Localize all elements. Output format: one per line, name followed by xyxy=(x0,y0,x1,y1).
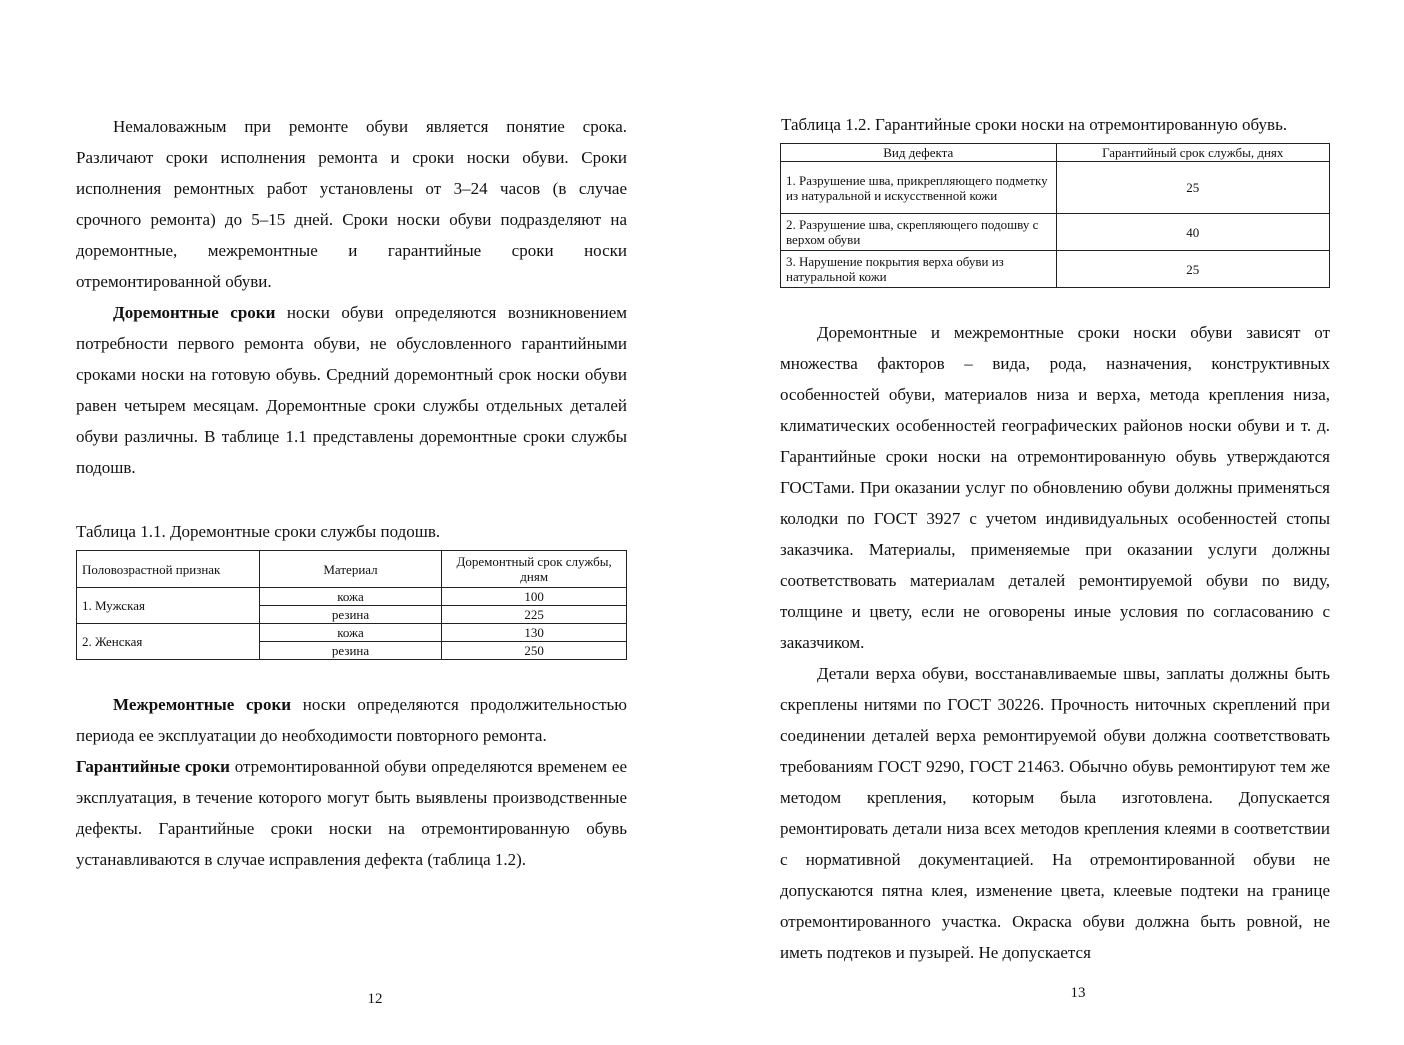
table-2-defect-cell: 2. Разрушение шва, скрепляющего подошву с верхом обуви xyxy=(781,214,1057,251)
table-2-days-cell: 25 xyxy=(1056,162,1329,214)
left-paragraph-4: Гарантийные сроки отремонтированной обуви определяются временем ее эксплуатация, в течение которого могут быть выявлены производственные дефекты. Гарантийные сроки носки на отремонтированную обувь устанавливаются в случае исправления дефекта (таблица 1.2). xyxy=(76,757,627,869)
right-page xyxy=(702,0,1404,1045)
table-2-defect-cell: 1. Разрушение шва, прикрепляющего подметку из натуральной и искусственной кожи xyxy=(781,162,1057,214)
table-2-caption: Таблица 1.2. Гарантийные сроки носки на отремонтированную обувь. xyxy=(781,115,1288,134)
left-paragraph-1: Немаловажным при ремонте обуви является понятие срока. Различают сроки исполнения ремонта и сроки носки обуви. Сроки исполнения ремонтных работ установлены от 3–24 часов (в случае срочного ремонта) до 5–15 дней. Сроки носки обуви подразделяют на доремонтные, межремонтные и гарантийные сроки носки отремонтированной обуви. xyxy=(76,117,627,291)
table-1-group-label: 2. Женская xyxy=(77,624,260,660)
term-warranty: Гарантийные сроки xyxy=(76,757,230,776)
right-paragraph-2: Детали верха обуви, восстанавливаемые швы, заплаты должны быть скреплены нитями по ГОСТ 30226. Прочность ниточных скреплений при соединении деталей верха ремонтируемой обуви должна соответствовать требованиям ГОСТ 9290, ГОСТ 21463. Обычно обувь ремонтируют тем же методом крепления, которым была изготовлена. Допускается ремонтировать детали низа всех методов крепления клеями в соответствии с нормативной документацией. На отремонтированной обуви не допускаются пятна клея, изменение цвета, клеевые подтеки на границе отремонтированного участка. Окраска обуви должна быть ровной, не иметь подтеков и пузырей. Не допускается xyxy=(780,664,1330,962)
left-paragraph-3: Межремонтные сроки носки определяются продолжительностью периода ее эксплуатации до необходимости повторного ремонта. xyxy=(76,695,627,745)
table-2 xyxy=(780,143,1330,288)
table-row xyxy=(781,162,1330,214)
table-2-defect-cell: 3. Нарушение покрытия верха обуви из натуральной кожи xyxy=(781,251,1057,288)
table-row xyxy=(77,624,627,642)
page-number-right: 13 xyxy=(1070,985,1086,1001)
table-2-header-cell: Вид дефекта xyxy=(781,144,1057,162)
table-1-days-cell: 250 xyxy=(442,642,627,660)
term-between-repair: Межремонтные сроки xyxy=(113,695,292,714)
table-row xyxy=(781,251,1330,288)
page-number-left: 12 xyxy=(367,991,383,1007)
table-1-header-cell: Доремонтный срок службы, дням xyxy=(442,551,627,588)
right-paragraph-1: Доремонтные и межремонтные сроки носки обуви зависят от множества факторов – вида, рода, назначения, конструктивных особенностей обуви, материалов низа и верха, метода крепления низа, климатических особенностей географических районов носки обуви и т. д. Гарантийные сроки носки на отремонтированную обувь утверждаются ГОСТами. При оказании услуг по обновлению обуви должны применяться колодки по ГОСТ 3927 с учетом индивидуальных особенностей стопы заказчика. Материалы, применяемые при оказании услуги должны соответствовать материалам деталей ремонтируемой обуви по виду, толщине и цвету, если не оговорены иные условия по согласованию с заказчиком. xyxy=(780,323,1330,652)
left-paragraph-2: Доремонтные сроки носки обуви определяются возникновением потребности первого ремонта обуви, не обусловленного гарантийными сроками носки на готовую обувь. Средний доремонтный срок носки обуви равен четырем месяцам. Доремонтные сроки службы отдельных деталей обуви различны. В таблице 1.1 представлены доремонтные сроки службы подошв. xyxy=(76,303,627,477)
table-1-header-cell: Половозрастной признак xyxy=(77,551,260,588)
table-1-caption: Таблица 1.1. Доремонтные сроки службы подошв. xyxy=(76,522,441,541)
table-1-days-cell: 225 xyxy=(442,606,627,624)
table-1-days-cell: 100 xyxy=(442,588,627,606)
table-1-header-row xyxy=(77,551,627,588)
table-2-days-cell: 25 xyxy=(1056,251,1329,288)
table-1-days-cell: 130 xyxy=(442,624,627,642)
table-1-header-cell: Материал xyxy=(259,551,442,588)
table-1-material-cell: кожа xyxy=(259,624,442,642)
table-2-header-row xyxy=(781,144,1330,162)
term-pre-repair: Доремонтные сроки xyxy=(113,303,276,322)
table-row xyxy=(781,214,1330,251)
table-row xyxy=(77,588,627,606)
table-1 xyxy=(76,550,627,660)
table-1-material-cell: резина xyxy=(259,606,442,624)
table-1-material-cell: кожа xyxy=(259,588,442,606)
table-2-header-cell: Гарантийный срок службы, днях xyxy=(1056,144,1329,162)
table-2-days-cell: 40 xyxy=(1056,214,1329,251)
table-1-group-label: 1. Мужская xyxy=(77,588,260,624)
table-1-material-cell: резина xyxy=(259,642,442,660)
